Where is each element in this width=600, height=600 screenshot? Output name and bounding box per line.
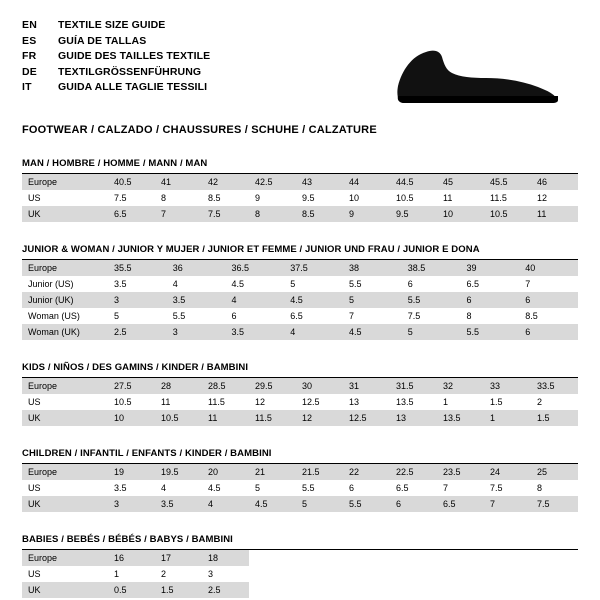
- group-title: CHILDREN / INFANTIL / ENFANTS / KINDER / BAMBINI: [22, 448, 272, 459]
- cell: 3: [167, 324, 226, 340]
- language-code: FR: [22, 50, 37, 62]
- cell-empty: [531, 566, 578, 582]
- size-table-body: [22, 550, 578, 598]
- row-label: US: [28, 397, 41, 407]
- cell: 8.5: [296, 206, 343, 222]
- cell: 7.5: [114, 193, 127, 203]
- group-kids: [22, 362, 578, 426]
- cell: 20: [202, 464, 249, 480]
- cell: 12.5: [302, 397, 320, 407]
- cell: 32: [437, 378, 484, 394]
- language-title: TEXTILGRÖSSENFÜHRUNG: [58, 65, 202, 78]
- language-title: TEXTILE SIZE GUIDE: [58, 19, 166, 31]
- cell: 18: [202, 550, 249, 566]
- cell: 43: [296, 174, 343, 190]
- cell: 9: [255, 193, 261, 203]
- cell: 7: [349, 311, 355, 321]
- row-label: Europe: [22, 464, 108, 480]
- cell: 12: [255, 397, 266, 407]
- cell-empty: [390, 550, 437, 566]
- cell: 5: [402, 324, 461, 340]
- cell: 10: [108, 410, 155, 426]
- cell: 31.5: [390, 378, 437, 394]
- cell: 4: [202, 496, 249, 512]
- cell: 3.5: [226, 324, 285, 340]
- cell: 6: [390, 496, 437, 512]
- cell-empty: [343, 582, 390, 598]
- table-row: [22, 206, 578, 222]
- language-row: [22, 49, 210, 65]
- cell: 4.5: [249, 496, 296, 512]
- row-label: Europe: [22, 378, 108, 394]
- cell: 5.5: [343, 496, 390, 512]
- group-title: BABIES / BEBÉS / BÉBÉS / BABYS / BAMBINI: [22, 534, 233, 545]
- cell-empty: [249, 582, 296, 598]
- cell: 12: [537, 193, 548, 203]
- language-code: EN: [22, 19, 37, 31]
- cell: 22: [343, 464, 390, 480]
- row-label: US: [28, 569, 41, 579]
- cell-empty: [437, 550, 484, 566]
- cell: 3.5: [167, 292, 226, 308]
- cell: 6.5: [290, 311, 303, 321]
- table-row: [22, 394, 578, 410]
- cell: 0.5: [108, 582, 155, 598]
- table-row: [22, 190, 578, 206]
- cell: 1: [484, 410, 531, 426]
- cell: 19.5: [155, 464, 202, 480]
- cell: 27.5: [108, 378, 155, 394]
- language-title-list-body: [22, 18, 210, 96]
- cell: 28.5: [202, 378, 249, 394]
- cell: 5: [290, 279, 296, 289]
- row-label: Europe: [22, 174, 108, 190]
- cell: 1: [114, 569, 120, 579]
- row-label: Woman (UK): [22, 324, 108, 340]
- cell: 2.5: [108, 324, 167, 340]
- cell: 8: [161, 193, 167, 203]
- cell: 33: [484, 378, 531, 394]
- row-label: UK: [22, 582, 108, 598]
- cell: 7.5: [490, 483, 503, 493]
- cell: 16: [108, 550, 155, 566]
- cell: 7: [525, 279, 531, 289]
- cell: 6: [519, 292, 578, 308]
- size-table-body: [22, 378, 578, 426]
- cell: 29.5: [249, 378, 296, 394]
- table-row: [22, 566, 578, 582]
- cell: 45: [437, 174, 484, 190]
- cell: 3.5: [155, 496, 202, 512]
- cell: 5.5: [172, 311, 186, 321]
- cell: 11.5: [249, 410, 296, 426]
- cell-empty: [484, 582, 531, 598]
- table-row: [22, 480, 578, 496]
- cell: 10.5: [484, 206, 531, 222]
- table-row: [22, 324, 578, 340]
- cell: 3.5: [114, 279, 127, 289]
- cell: 5.5: [349, 279, 362, 289]
- cell: 44.5: [390, 174, 437, 190]
- size-table-babies: [22, 550, 578, 598]
- cell-empty: [484, 550, 531, 566]
- cell: 8: [466, 311, 472, 321]
- cell-empty: [531, 582, 578, 598]
- cell: 37.5: [284, 260, 343, 276]
- cell: 46: [531, 174, 578, 190]
- cell: 6.5: [108, 206, 155, 222]
- language-title: GUIDA ALLE TAGLIE TESSILI: [58, 81, 208, 93]
- cell-empty: [484, 566, 531, 582]
- row-label: Europe: [22, 550, 108, 566]
- cell: 10: [349, 193, 360, 203]
- size-table-body: [22, 260, 578, 340]
- cell: 8.5: [208, 193, 221, 203]
- cell: 25: [531, 464, 578, 480]
- group-babies: [22, 534, 578, 598]
- cell-empty: [343, 550, 390, 566]
- cell-empty: [390, 582, 437, 598]
- row-label: Junior (US): [28, 279, 74, 289]
- cell: 1.5: [531, 410, 578, 426]
- dress-shoe-icon: [382, 40, 572, 110]
- language-code: DE: [22, 65, 37, 78]
- cell: 10: [437, 206, 484, 222]
- group-title: KIDS / NIÑOS / DES GAMINS / KINDER / BAMBINI: [22, 362, 249, 373]
- language-row: [22, 18, 210, 34]
- cell: 42: [202, 174, 249, 190]
- language-row: [22, 80, 210, 96]
- row-label: Europe: [22, 260, 108, 276]
- page-title: FOOTWEAR / CALZADO / CHAUSSURES / SCHUHE / CALZATURE: [22, 124, 377, 136]
- cell: 22.5: [390, 464, 437, 480]
- group-title: MAN / HOMBRE / HOMME / MANN / MAN: [22, 158, 208, 169]
- group-children: [22, 448, 578, 512]
- cell-empty: [437, 566, 484, 582]
- cell: 5: [343, 292, 402, 308]
- size-table-kids: [22, 378, 578, 426]
- cell: 10.5: [155, 410, 202, 426]
- cell: 9: [343, 206, 390, 222]
- cell-empty: [296, 582, 343, 598]
- cell: 45.5: [484, 174, 531, 190]
- size-table-body: [22, 174, 578, 222]
- table-row: [22, 378, 578, 394]
- group-title: JUNIOR & WOMAN / JUNIOR Y MUJER / JUNIOR ET FEMME / JUNIOR UND FRAU / JUNIOR E DONA: [22, 244, 480, 255]
- table-row: [22, 410, 578, 426]
- cell: 5.5: [302, 483, 315, 493]
- cell: 7: [155, 206, 202, 222]
- cell: 6: [349, 483, 355, 493]
- language-title: GUIDE DES TAILLES TEXTILE: [58, 50, 211, 62]
- cell: 11: [202, 410, 249, 426]
- cell: 4: [284, 324, 343, 340]
- cell: 8: [537, 483, 543, 493]
- table-row: [22, 260, 578, 276]
- cell: 30: [296, 378, 343, 394]
- cell: 2: [161, 569, 167, 579]
- cell: 7.5: [407, 311, 421, 321]
- table-row: [22, 276, 578, 292]
- row-label: US: [28, 483, 41, 493]
- cell: 17: [155, 550, 202, 566]
- row-label: Junior (UK): [22, 292, 108, 308]
- cell: 13.5: [396, 397, 414, 407]
- cell: 31: [343, 378, 390, 394]
- table-row: [22, 550, 578, 566]
- language-code: ES: [22, 34, 37, 47]
- language-code: IT: [22, 81, 32, 93]
- cell: 38.5: [402, 260, 461, 276]
- cell: 7.5: [531, 496, 578, 512]
- cell: 21: [249, 464, 296, 480]
- cell: 5.5: [461, 324, 520, 340]
- cell: 5: [255, 483, 261, 493]
- cell: 11: [443, 193, 453, 203]
- cell: 40: [519, 260, 578, 276]
- cell: 4: [161, 483, 167, 493]
- cell: 6: [231, 311, 237, 321]
- language-row: [22, 34, 210, 50]
- cell: 41: [155, 174, 202, 190]
- cell: 11.5: [490, 193, 507, 203]
- cell: 12.5: [343, 410, 390, 426]
- cell: 4.5: [231, 279, 245, 289]
- cell: 10.5: [396, 193, 414, 203]
- cell: 3.5: [114, 483, 127, 493]
- row-label: UK: [22, 206, 108, 222]
- cell: 9.5: [302, 193, 315, 203]
- row-label: Woman (US): [28, 311, 80, 321]
- cell: 4.5: [343, 324, 402, 340]
- table-row: [22, 308, 578, 324]
- group-man: [22, 158, 578, 222]
- cell: 10.5: [114, 397, 132, 407]
- row-label: US: [28, 193, 41, 203]
- cell: 36: [167, 260, 226, 276]
- cell: 7: [443, 483, 449, 493]
- cell: 4: [172, 279, 178, 289]
- cell: 39: [461, 260, 520, 276]
- cell: 28: [155, 378, 202, 394]
- cell: 1.5: [155, 582, 202, 598]
- cell: 5: [114, 311, 120, 321]
- cell: 19: [108, 464, 155, 480]
- cell: 13: [349, 397, 360, 407]
- cell-empty: [249, 566, 296, 582]
- size-table-junior-woman: [22, 260, 578, 340]
- cell: 36.5: [226, 260, 285, 276]
- table-row: [22, 292, 578, 308]
- cell: 12: [296, 410, 343, 426]
- cell: 9.5: [390, 206, 437, 222]
- cell: 1: [443, 397, 449, 407]
- cell: 13.5: [437, 410, 484, 426]
- cell: 21.5: [296, 464, 343, 480]
- cell: 6.5: [396, 483, 409, 493]
- cell: 5.5: [402, 292, 461, 308]
- cell: 6: [407, 279, 413, 289]
- language-row: [22, 65, 210, 81]
- language-title: GUÍA DE TALLAS: [58, 34, 147, 47]
- cell: 6.5: [437, 496, 484, 512]
- cell: 8.5: [525, 311, 538, 321]
- size-table-body: [22, 464, 578, 512]
- cell: 6.5: [466, 279, 480, 289]
- table-row: [22, 582, 578, 598]
- cell: 42.5: [249, 174, 296, 190]
- cell: 24: [484, 464, 531, 480]
- cell: 7: [484, 496, 531, 512]
- cell: 38: [343, 260, 402, 276]
- cell: 11: [161, 397, 171, 407]
- cell: 3: [108, 292, 167, 308]
- cell-empty: [296, 550, 343, 566]
- cell: 4.5: [284, 292, 343, 308]
- cell-empty: [296, 566, 343, 582]
- row-label: UK: [22, 496, 108, 512]
- cell: 6: [461, 292, 520, 308]
- cell: 4: [226, 292, 285, 308]
- size-table-man: [22, 174, 578, 222]
- table-row: [22, 174, 578, 190]
- cell: 23.5: [437, 464, 484, 480]
- cell: 35.5: [108, 260, 167, 276]
- row-label: UK: [22, 410, 108, 426]
- cell-empty: [437, 582, 484, 598]
- cell: 33.5: [531, 378, 578, 394]
- cell: 40.5: [108, 174, 155, 190]
- cell: 5: [296, 496, 343, 512]
- cell: 1.5: [490, 397, 503, 407]
- cell-empty: [249, 550, 296, 566]
- cell: 44: [343, 174, 390, 190]
- cell: 6: [519, 324, 578, 340]
- cell: 11.5: [208, 397, 225, 407]
- cell: 2: [537, 397, 543, 407]
- cell: 13: [390, 410, 437, 426]
- table-row: [22, 464, 578, 480]
- cell: 11: [531, 206, 578, 222]
- cell: 3: [208, 569, 214, 579]
- cell-empty: [531, 550, 578, 566]
- cell: 8: [249, 206, 296, 222]
- group-junior-woman: [22, 244, 578, 340]
- cell: 4.5: [208, 483, 221, 493]
- document-header: [22, 18, 578, 110]
- cell: 3: [108, 496, 155, 512]
- size-table-children: [22, 464, 578, 512]
- cell: 7.5: [202, 206, 249, 222]
- language-title-list: [22, 18, 210, 96]
- cell: 2.5: [202, 582, 249, 598]
- table-row: [22, 496, 578, 512]
- cell-empty: [390, 566, 437, 582]
- cell-empty: [343, 566, 390, 582]
